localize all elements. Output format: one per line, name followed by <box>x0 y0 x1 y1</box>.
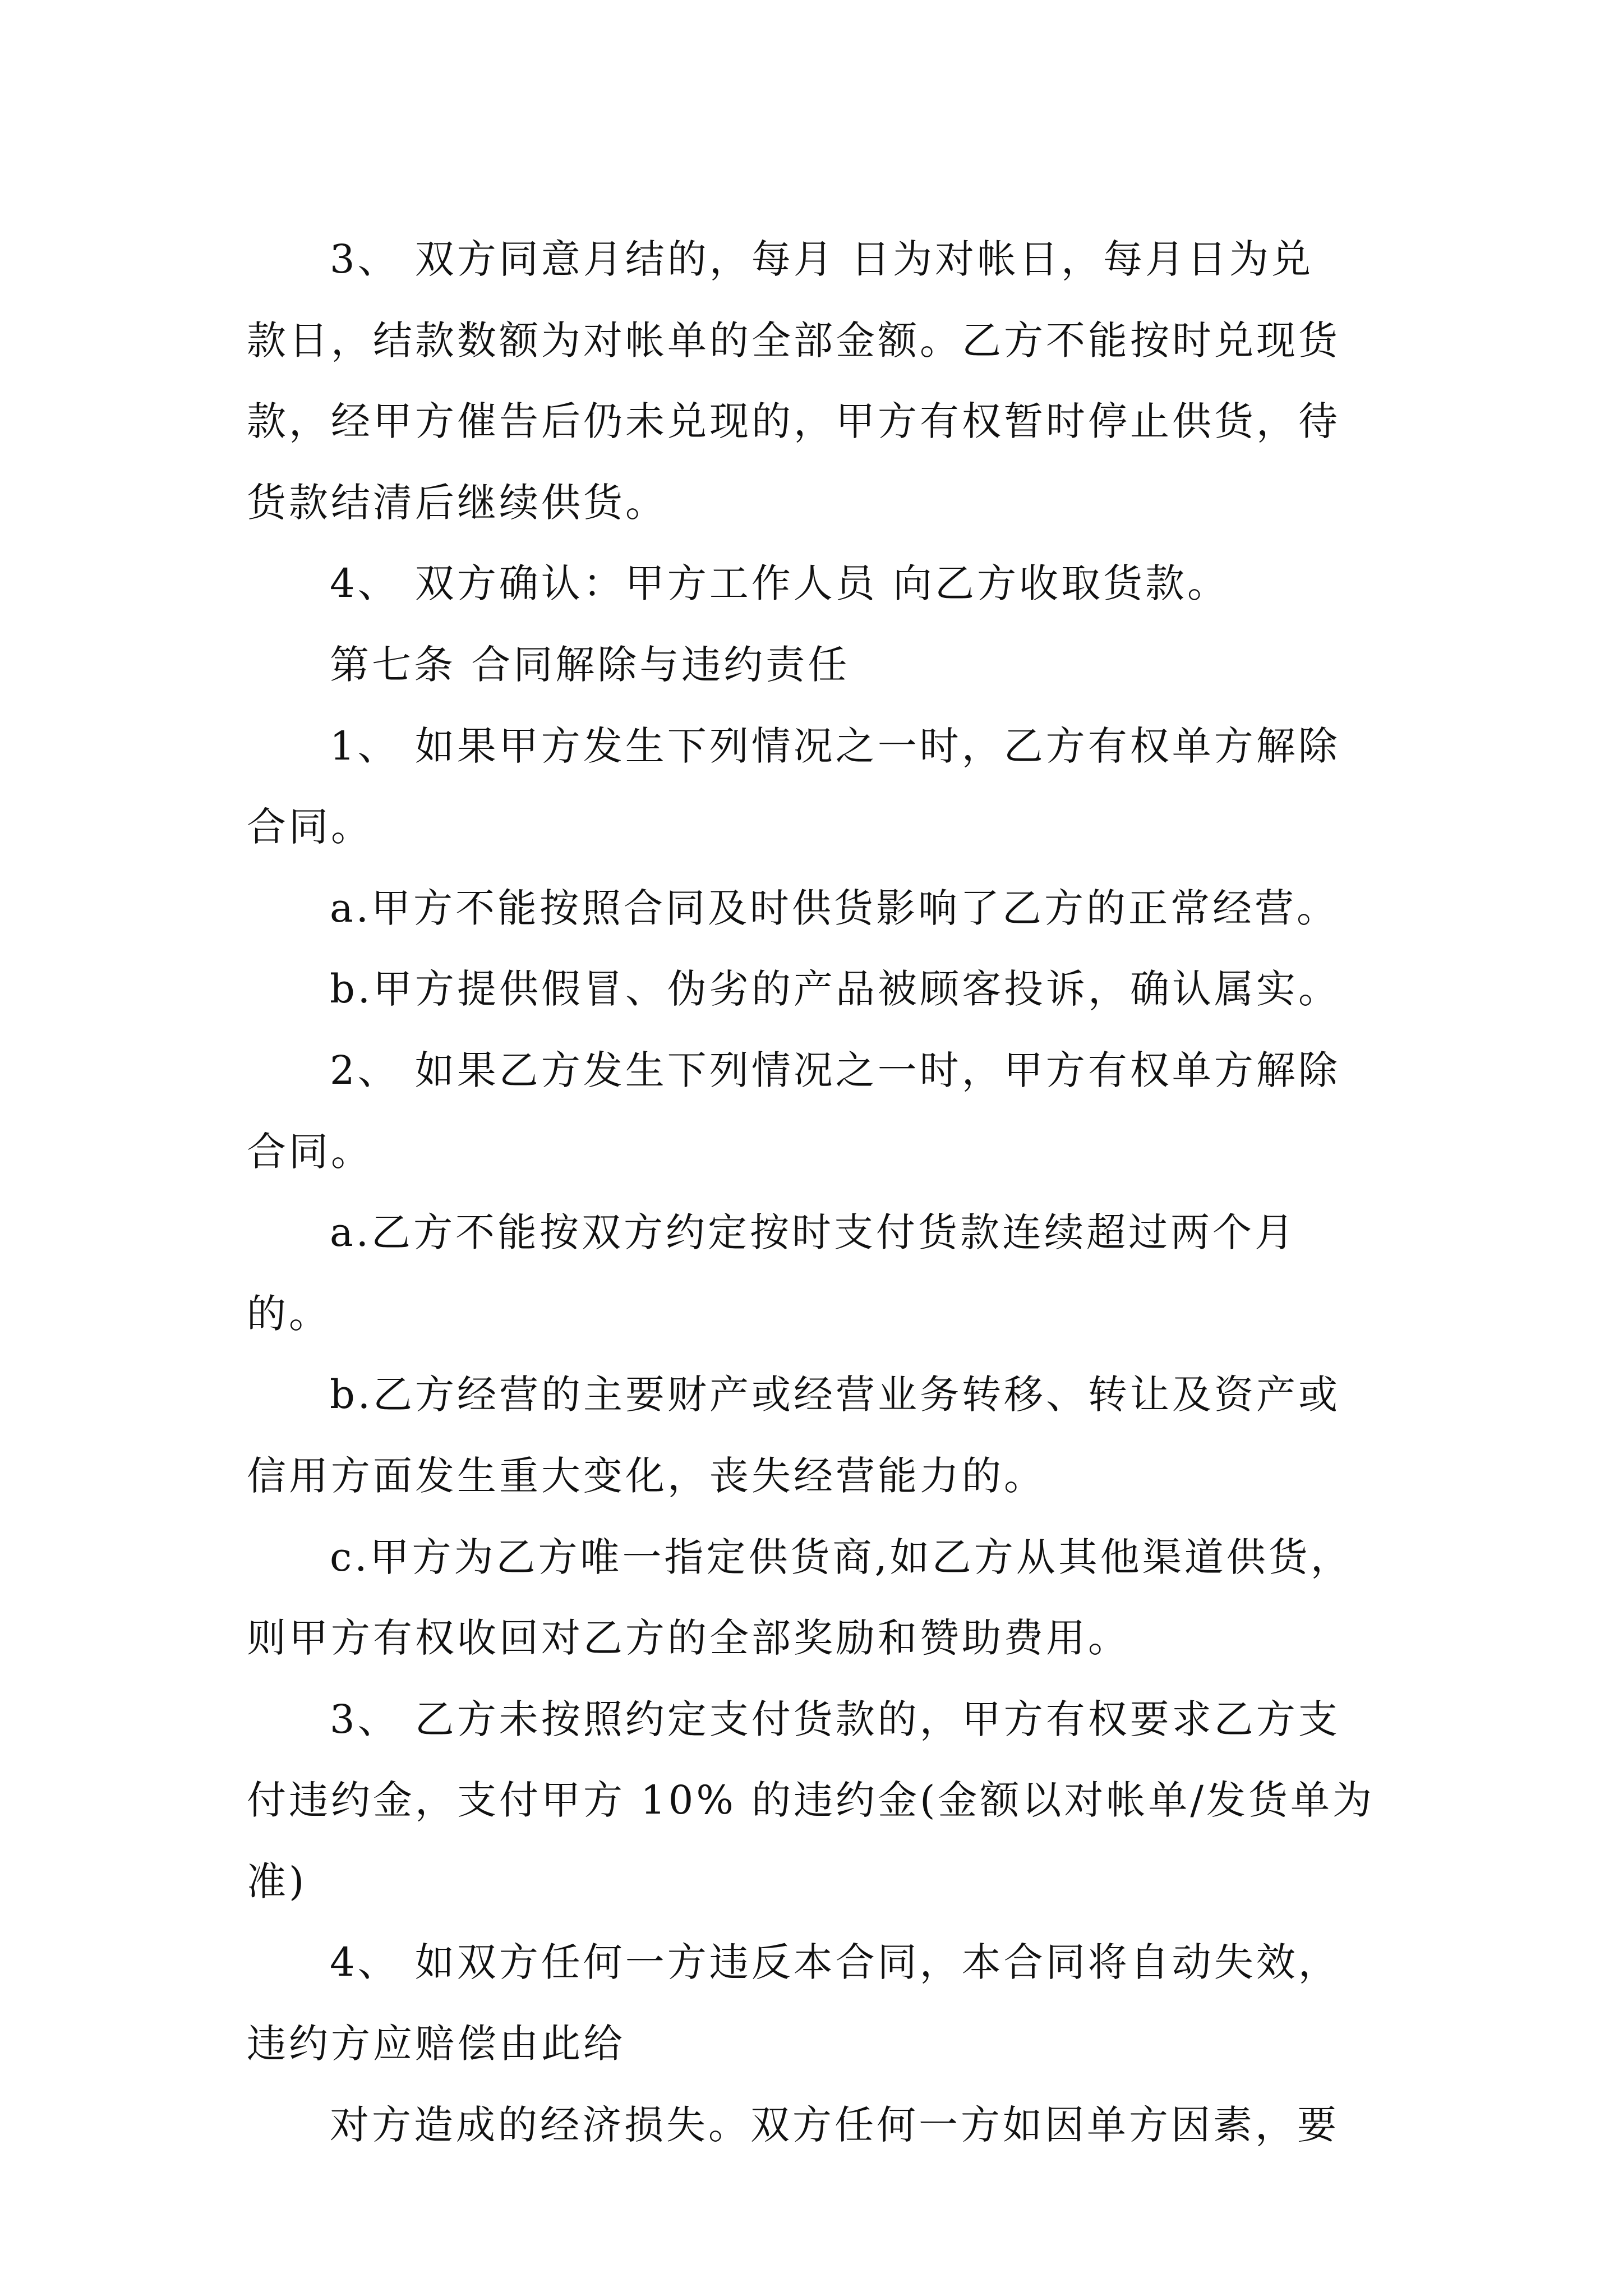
text-line: c.甲方为乙方唯一指定供货商,如乙方从其他渠道供货， <box>330 1534 1353 1580</box>
text-line: 2、 如果乙方发生下列情况之一时，甲方有权单方解除 <box>330 1047 1340 1093</box>
text-line: 货款结清后继续供货。 <box>247 479 667 526</box>
text-line: 4、 如双方任何一方违反本合同，本合同将自动失效， <box>330 1939 1340 1986</box>
section-heading: 第七条 合同解除与违约责任 <box>330 641 850 688</box>
text-line: 3、 乙方未按照约定支付货款的，甲方有权要求乙方支 <box>330 1696 1340 1742</box>
text-line: 3、 双方同意月结的，每月 日为对帐日，每月日为兑 <box>330 236 1314 282</box>
text-line: 对方造成的经济损失。双方任何一方如因单方因素，要 <box>330 2101 1339 2148</box>
text-line: a.乙方不能按双方约定按时支付货款连续超过两个月 <box>330 1209 1297 1256</box>
text-line: 合同。 <box>247 804 373 850</box>
text-line: 合同。 <box>247 1128 373 1175</box>
text-line: 款日，结款数额为对帐单的全部金额。乙方不能按时兑现货 <box>247 317 1340 364</box>
text-line: b.甲方提供假冒、伪劣的产品被顾客投诉，确认属实。 <box>330 966 1341 1013</box>
text-line: 信用方面发生重大变化，丧失经营能力的。 <box>247 1452 1046 1499</box>
text-line: 款，经甲方催告后仍未兑现的，甲方有权暂时停止供货，待 <box>247 398 1340 445</box>
text-line: a.甲方不能按照合同及时供货影响了乙方的正常经营。 <box>330 885 1339 931</box>
text-line: 则甲方有权收回对乙方的全部奖励和赞助费用。 <box>247 1615 1130 1662</box>
text-line: 的。 <box>247 1290 331 1337</box>
document-body <box>247 219 1419 2165</box>
text-line: 4、 双方确认：甲方工作人员 向乙方收取货款。 <box>330 560 1230 607</box>
text-line: 1、 如果甲方发生下列情况之一时，乙方有权单方解除 <box>330 723 1340 769</box>
text-line: 付违约金，支付甲方 10% 的违约金(金额以对帐单/发货单为 <box>247 1777 1375 1824</box>
text-line: b.乙方经营的主要财产或经营业务转移、转让及资产或 <box>330 1372 1341 1418</box>
text-line: 违约方应赔偿由此给 <box>247 2021 625 2067</box>
text-line: 准) <box>247 1858 307 1904</box>
